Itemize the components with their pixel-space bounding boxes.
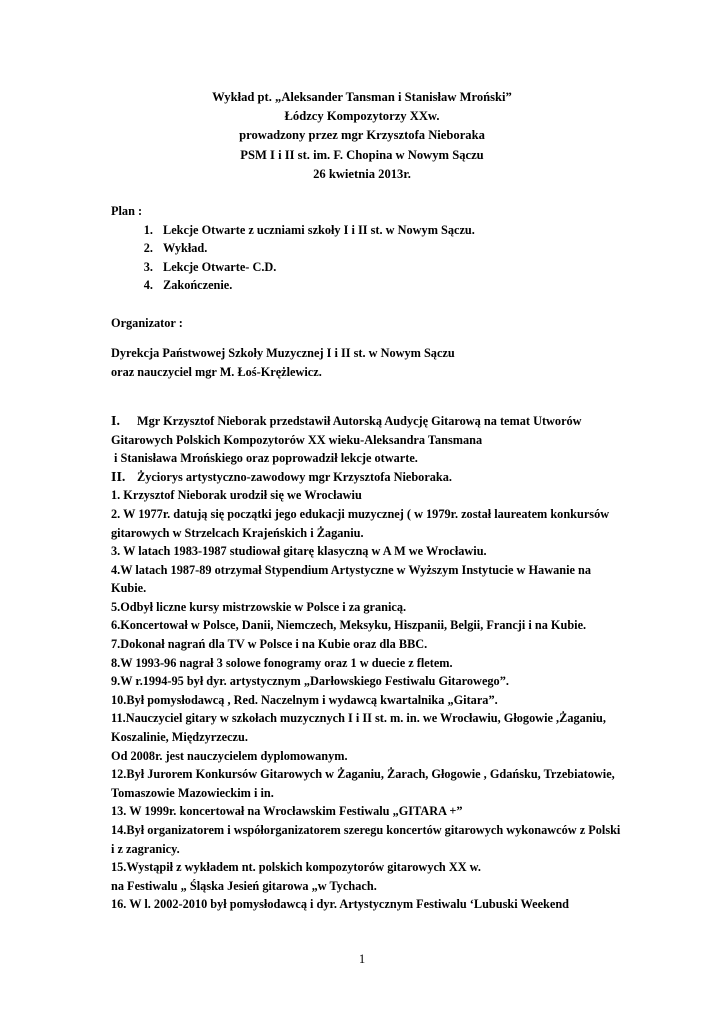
bio-line: Kubie. [111, 581, 147, 596]
section-1-line-1 [111, 412, 631, 431]
bio-line: 5.Odbył liczne kursy mistrzowskie w Polsce i za granicą. [111, 599, 407, 614]
bio-line: 11.Nauczyciel gitary w szkołach muzycznych I i II st. m. in. we Wrocławiu, Głogowie ,Żaganiu, [111, 711, 606, 726]
organizer-line-1: Dyrekcja Państwowej Szkoły Muzycznej I i II st. w Nowym Sączu [111, 346, 455, 361]
bio-line: 6.Koncertował w Polsce, Danii, Niemczech, Meksyku, Hiszpanii, Belgii, Francji i na Kubie. [111, 618, 587, 633]
bio-line: 9.W r.1994-95 był dyr. artystycznym „Darłowskiego Festiwalu Gitarowego”. [111, 674, 509, 689]
plan-item-number: 2. [143, 241, 153, 256]
bio-line: 10.Był pomysłodawcą , Red. Naczelnym i wydawcą kwartalnika „Gitara”. [111, 692, 498, 707]
bio-list [111, 486, 631, 914]
bio-line: Tomaszowie Mazowieckim i in. [111, 785, 274, 800]
bio-line: i z zagranicy. [111, 841, 180, 856]
bio-line: Od 2008r. jest nauczycielem dyplomowanym. [111, 748, 348, 763]
bio-line: 15.Wystąpił z wykładem nt. polskich kompozytorów gitarowych XX w. [111, 860, 481, 875]
section-1-line-3: i Stanisława Mrońskiego oraz poprowadził lekcje otwarte. [114, 451, 418, 466]
plan-item-text: Zakończenie. [163, 278, 233, 293]
bio-line: 3. W latach 1983-1987 studiował gitarę klasyczną w A M we Wrocławiu. [111, 544, 487, 559]
bio-line: 16. W l. 2002-2010 był pomysłodawcą i dyr. Artystycznym Festiwalu ‘Lubuski Weekend [111, 897, 569, 912]
bio-line: 14.Był organizatorem i współorganizatorem szeregu koncertów gitarowych wykonawców z Polski [111, 823, 621, 837]
bio-line: 12.Był Jurorem Konkursów Gitarowych w Żaganiu, Żarach, Głogowie , Gdańsku, Trzebiatowie, [111, 767, 615, 782]
plan-label: Plan : [111, 204, 143, 218]
section-1-line-2: Gitarowych Polskich Kompozytorów XX wieku-Aleksandra Tansmana [111, 432, 483, 447]
plan-item-number: 3. [143, 259, 153, 274]
header-line-2: Łódzcy Kompozytorzy XXw. [284, 109, 440, 124]
bio-line: 2. W 1977r. datują się początki jego edukacji muzycznej ( w 1979r. został laureatem konkursów [111, 506, 610, 521]
bio-line: 1. Krzysztof Nieborak urodził się we Wrocławiu [111, 488, 362, 503]
bio-line: na Festiwalu „ Śląska Jesień gitarowa „w Tychach. [111, 878, 377, 893]
organizer-label: Organizator : [111, 315, 183, 330]
bio-line: 8.W 1993-96 nagrał 3 solowe fonogramy oraz 1 w duecie z fletem. [111, 655, 453, 670]
section-2-title: Życiorys artystyczno-zawodowy mgr Krzysztofa Nieboraka. [137, 469, 452, 484]
header-line-5: 26 kwietnia 2013r. [313, 166, 411, 181]
section-1-text-1: Mgr Krzysztof Nieborak przedstawił Autorską Audycję Gitarową na temat Utworów [137, 413, 582, 428]
bio-line: 4.W latach 1987-89 otrzymał Stypendium Artystyczne w Wyższym Instytucie w Hawanie na [111, 562, 592, 577]
header-line-1: Wykład pt. „Aleksander Tansman i Stanisław Mroński” [212, 90, 512, 104]
header-line-3: prowadzony przez mgr Krzysztofa Nieboraka [239, 128, 485, 143]
plan-item [111, 239, 631, 258]
plan-item [111, 221, 631, 240]
bio-line: gitarowych w Strzelcach Krajeńskich i Żaganiu. [111, 525, 364, 540]
plan-item-text: Lekcje Otwarte z uczniami szkoły I i II st. w Nowym Sączu. [163, 222, 475, 237]
bio-line: 13. W 1999r. koncertował na Wrocławskim Festiwalu „GITARA +” [111, 804, 463, 819]
section-1-numeral: I. [111, 413, 120, 429]
plan-item [111, 258, 631, 277]
plan-item-number: 4. [143, 278, 153, 293]
bio-line: 7.Dokonał nagrań dla TV w Polsce i na Kubie oraz dla BBC. [111, 637, 428, 652]
organizer-line-2: oraz nauczyciel mgr M. Łoś-Krężlewicz. [111, 364, 322, 379]
header-line-4: PSM I i II st. im. F. Chopina w Nowym Sączu [240, 147, 484, 162]
document-body [111, 202, 631, 914]
section-2-numeral: II. [111, 469, 126, 485]
plan-item-text: Lekcje Otwarte- C.D. [163, 259, 277, 274]
plan-list [111, 221, 631, 295]
plan-item-number: 1. [143, 222, 153, 237]
document-header [0, 88, 724, 184]
bio-line: Koszalinie, Międzyrzeczu. [111, 730, 248, 745]
plan-item [111, 276, 631, 295]
section-2-heading [111, 468, 631, 487]
plan-item-text: Wykład. [163, 241, 208, 256]
page-number: 1 [358, 952, 366, 966]
